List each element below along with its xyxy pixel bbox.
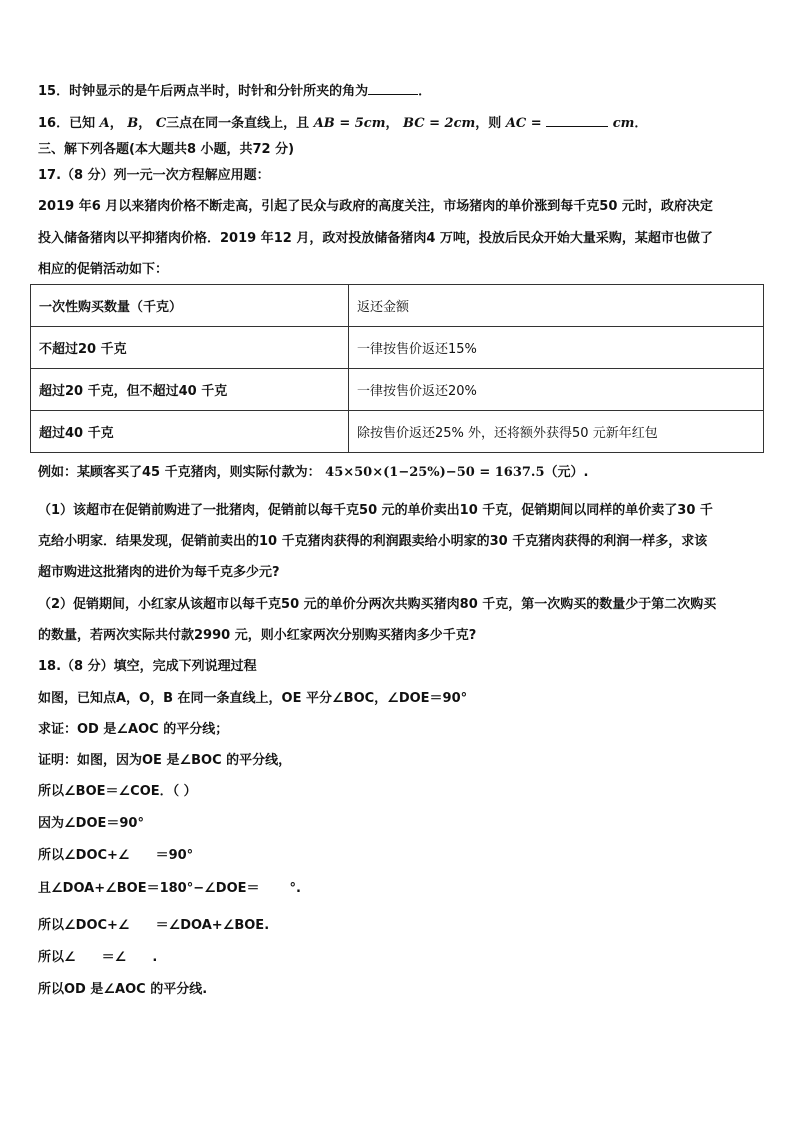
q16-sep: ， xyxy=(109,116,123,131)
table-cell: 除按售价返还25% 外，还将额外获得50 元新年红包 xyxy=(349,411,764,453)
header-quantity: 一次性购买数量（千克） xyxy=(31,285,349,327)
example-end: （元）. xyxy=(544,465,589,480)
point-c: C xyxy=(155,116,167,131)
table-row xyxy=(31,369,764,411)
table-header-row xyxy=(31,285,764,327)
q16-sep: ， xyxy=(138,116,152,131)
proof-text: 所以∠DOC+∠ xyxy=(38,918,130,933)
q17-title: 17.（8 分）列一元一次方程解应用题： xyxy=(38,168,270,183)
q18-proof-line xyxy=(38,949,157,967)
eq-ab: AB = 5cm xyxy=(313,116,386,131)
table-cell: 超过40 千克 xyxy=(31,411,349,453)
q18-proof-line xyxy=(38,880,301,898)
q17-sub2-line: （2）促销期间，小红家从该超市以每千克50 元的单价分两次共购买猪肉80 千克，第一次购买的数量少于第二次购买 xyxy=(38,597,717,612)
header-refund: 返还金额 xyxy=(349,285,764,327)
q17-paragraph-line: 投入储备猪肉以平抑猪肉价格．2019 年12 月，政对投放储备猪肉4 万吨，投放后民众开始大量采购，某超市也做了 xyxy=(38,231,713,246)
q18-conclusion: 所以OD 是∠AOC 的平分线. xyxy=(38,982,208,997)
q15-answer-blank xyxy=(368,82,418,95)
unit-cm: cm xyxy=(612,116,635,131)
q17-paragraph-line: 相应的促销活动如下： xyxy=(38,262,169,277)
q16-mid2: ，则 xyxy=(475,116,502,131)
proof-text: °. xyxy=(289,881,301,896)
q18-proof-line: 因为∠DOE＝90° xyxy=(38,816,144,831)
point-b: B xyxy=(127,116,139,131)
table-cell: 超过20 千克，但不超过40 千克 xyxy=(31,369,349,411)
table-row xyxy=(31,411,764,453)
q18-title: 18.（8 分）填空，完成下列说理过程 xyxy=(38,659,257,674)
proof-text: ＝90° xyxy=(155,848,194,863)
proof-text: 且∠DOA+∠BOE＝180°−∠DOE＝ xyxy=(38,881,260,896)
q17-example xyxy=(38,464,588,482)
q16-mid: 三点在同一条直线上，且 xyxy=(166,116,310,131)
table-cell: 一律按售价返还15% xyxy=(349,327,764,369)
example-formula: 45×50×(1−25%)−50 = 1637.5 xyxy=(325,465,545,480)
q18-proof-line xyxy=(38,917,269,935)
q18-proof-line: 证明：如图，因为OE 是∠BOC 的平分线， xyxy=(38,753,292,768)
table-cell: 一律按售价返还20% xyxy=(349,369,764,411)
section-heading: 三、解下列各题(本大题共8 小题，共72 分) xyxy=(38,142,295,157)
proof-text: . xyxy=(152,950,158,965)
eq-ac: AC = xyxy=(505,116,542,131)
promotion-table xyxy=(30,284,764,453)
q16-prefix: 16．已知 xyxy=(38,116,96,131)
table-row xyxy=(31,327,764,369)
q17-paragraph-line: 2019 年6 月以来猪肉价格不断走高，引起了民众与政府的高度关注，市场猪肉的单价涨到每千克50 元时，政府决定 xyxy=(38,199,713,214)
q18-proof-line xyxy=(38,847,193,865)
point-a: A xyxy=(99,116,110,131)
eq-bc: BC = 2cm xyxy=(403,116,476,131)
q17-sub1-line: 克给小明家．结果发现，促销前卖出的10 千克猪肉获得的利润跟卖给小明家的30 千克猪肉获得的利润一样多，求该 xyxy=(38,534,708,549)
q17-sub2-line: 的数量，若两次实际共付款2990 元，则小红家两次分别购买猪肉多少千克? xyxy=(38,628,477,643)
proof-text: 所以∠DOC+∠ xyxy=(38,848,130,863)
q16-end: ． xyxy=(634,116,648,131)
q18-prove: 求证：OD 是∠AOC 的平分线； xyxy=(38,722,229,737)
q17-sub1-line: 超市购进这批猪肉的进价为每千克多少元? xyxy=(38,565,280,580)
q15-end: ． xyxy=(418,84,432,99)
question-15 xyxy=(38,82,431,101)
q17-sub1-line: （1）该超市在促销前购进了一批猪肉，促销前以每千克50 元的单价卖出10 千克，促销期间以同样的单价卖了30 千 xyxy=(38,503,713,518)
q18-proof-line: 所以∠BOE＝∠COE．（ ） xyxy=(38,784,197,799)
table-cell: 不超过20 千克 xyxy=(31,327,349,369)
q18-given: 如图，已知点A，O，B 在同一条直线上，OE 平分∠BOC，∠DOE＝90° xyxy=(38,691,468,706)
proof-text: ＝∠DOA+∠BOE. xyxy=(155,918,270,933)
q16-answer-blank xyxy=(546,114,608,127)
q15-text: 15．时钟显示的是午后两点半时，时针和分针所夹的角为 xyxy=(38,84,369,99)
q16-sep: ， xyxy=(385,116,399,131)
proof-text: 所以∠ xyxy=(38,950,76,965)
proof-text: ＝∠ xyxy=(101,950,127,965)
example-text: 例如：某顾客买了45 千克猪肉，则实际付款为： xyxy=(38,465,321,480)
question-16 xyxy=(38,114,647,133)
